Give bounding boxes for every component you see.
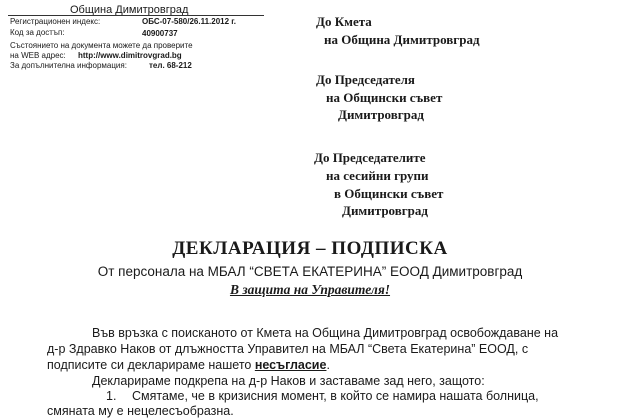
list-item-1-line-2: смяната му е нецелесъобразна. [47, 404, 234, 418]
info-phone: тел. 68-212 [149, 61, 192, 70]
body-paragraph-2: Декларираме подкрепа на д-р Наков и заставаме зад него, защото: [92, 374, 485, 388]
reg-index-value: ОБС-07-580/26.11.2012 г. [142, 17, 237, 26]
web-address: http://www.dimitrovgrad.bg [78, 51, 182, 60]
body-paragraph-1-line-2: д-р Здравко Наков от длъжността Управител на МБАЛ “Света Екатерина” ЕООД, с [47, 342, 529, 356]
status-line-2-label: на WEB адрес: [10, 51, 66, 60]
stamp-organization: Община Димитровград [70, 4, 189, 16]
document-title: ДЕКЛАРАЦИЯ – ПОДПИСКА [172, 238, 448, 259]
info-label: За допълнителна информация: [10, 61, 127, 70]
status-line-1: Състоянието на документа можете да проверите [10, 41, 193, 50]
addressee-mayor-line1: До Кмета [316, 14, 372, 29]
addressee-groups-line2: на сесийни групи [326, 168, 429, 183]
list-item-1-number: 1. [106, 389, 117, 403]
addressee-chair-line1: До Председателя [316, 72, 415, 87]
document-subtitle: От персонала на МБАЛ “СВЕТА ЕКАТЕРИНА” ЕООД Димитровград [97, 264, 523, 279]
addressee-groups-line1: До Председателите [314, 150, 426, 165]
addressee-mayor-line2: на Община Димитровград [324, 32, 480, 47]
disagreement-emphasis: несъгласие [254, 358, 327, 372]
document-motto: В защита на Управителя! [229, 282, 391, 297]
addressee-groups-line3: в Общински съвет [334, 186, 444, 201]
reg-index-label: Регистрационен индекс: [10, 17, 101, 26]
body-paragraph-1-line-3 [47, 358, 330, 373]
access-code-value: 40900737 [142, 29, 178, 38]
list-item-1-line-1: Смятаме, че в кризисния момент, в който се намира нашата болница, [132, 389, 539, 403]
access-code-label: Код за достъп: [10, 28, 65, 37]
body-paragraph-1-line-3-start: подписите си декларираме нашето [47, 358, 255, 372]
body-paragraph-1-line-1: Във връзка с поисканото от Кмета на Община Димитровград освобождаване на [92, 326, 559, 340]
body-paragraph-1-line-3-end: . [326, 358, 330, 372]
addressee-chair-line2: на Общински съвет [326, 90, 443, 105]
stamp-divider [8, 15, 264, 16]
addressee-groups-line4: Димитровград [342, 203, 428, 218]
addressee-chair-line3: Димитровград [338, 107, 424, 122]
